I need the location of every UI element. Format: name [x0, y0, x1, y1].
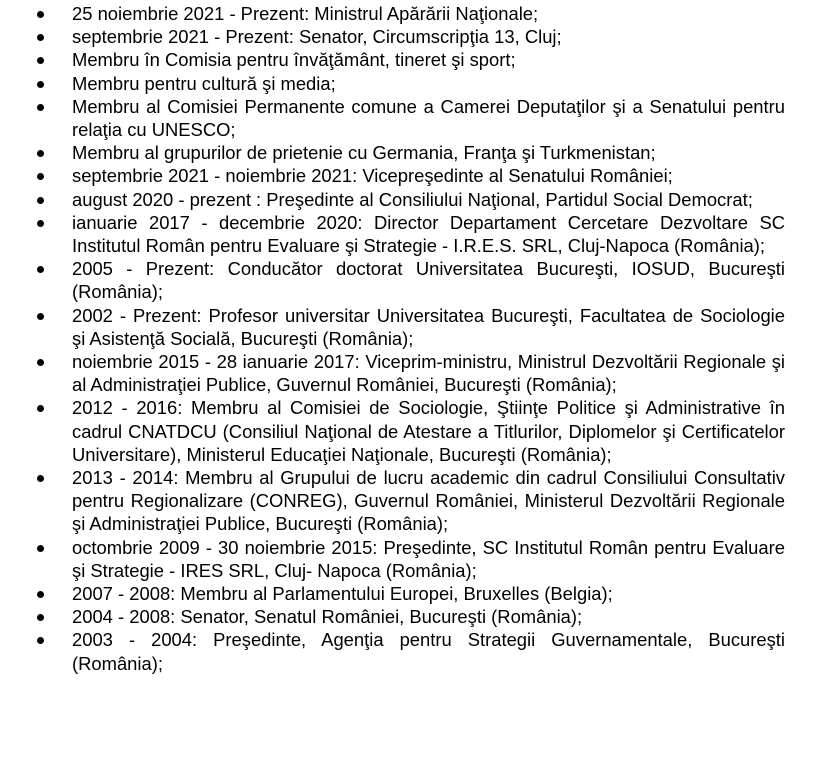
- list-item-text: 2004 - 2008: Senator, Senatul României, Bucureşti (România);: [72, 606, 583, 628]
- bullet-icon: [37, 313, 44, 320]
- list-item-text: 2005 - Prezent: Conducător doctorat Universitatea Bucureşti, IOSUD, Bucureşti (România);: [72, 258, 785, 303]
- list-item-text: Membru pentru cultură şi media;: [72, 72, 336, 94]
- list-item: [0, 304, 785, 350]
- list-item: [0, 628, 785, 674]
- bullet-icon: [37, 34, 44, 41]
- list-item-text: septembrie 2021 - noiembrie 2021: Vicepreşedinte al Senatului României;: [72, 165, 673, 187]
- list-item-text: august 2020 - prezent : Preşedinte al Consiliului Naţional, Partidul Social Democrat;: [72, 188, 753, 210]
- document-page: [0, 2, 831, 675]
- list-item-text: Membru al grupurilor de prietenie cu Germania, Franţa şi Turkmenistan;: [72, 142, 656, 164]
- bullet-icon: [37, 475, 44, 482]
- bullet-icon: [37, 173, 44, 180]
- list-item: [0, 350, 785, 396]
- career-bullet-list: [0, 2, 831, 675]
- list-item: [0, 95, 785, 141]
- bullet-icon: [37, 197, 44, 204]
- list-item-text: ianuarie 2017 - decembrie 2020: Director Departament Cercetare Dezvoltare SC Institutul Român pentru Evaluare şi Strategie - I.R.E.S. SRL, Cluj-Napoca (România);: [72, 211, 785, 257]
- list-item-text: octombrie 2009 - 30 noiembrie 2015: Preşedinte, SC Institutul Român pentru Evaluare şi Strategie - IRES SRL, Cluj- Napoca (România);: [72, 536, 785, 581]
- list-item: [0, 141, 785, 164]
- bullet-icon: [37, 220, 44, 227]
- list-item: [0, 605, 785, 628]
- list-item: [0, 466, 785, 536]
- list-item-text: 2012 - 2016: Membru al Comisiei de Sociologie, Ştiinţe Politice şi Administrative în cadrul CNATDCU (Consiliul Naţional de Atestare a Titlurilor, Diplomelor şi Certificatelor Universitare), Ministerul Educaţiei Naţionale, Bucureşti (România);: [72, 397, 785, 465]
- bullet-icon: [37, 637, 44, 644]
- bullet-icon: [37, 57, 44, 64]
- list-item-text: noiembrie 2015 - 28 ianuarie 2017: Viceprim-ministru, Ministrul Dezvoltării Regionale şi al Administraţiei Publice, Guvernul României, Bucureşti (România);: [72, 351, 785, 396]
- bullet-icon: [37, 591, 44, 598]
- list-item: [0, 72, 785, 95]
- bullet-icon: [37, 11, 44, 18]
- list-item-text: Membru în Comisia pentru învăţământ, tineret şi sport;: [72, 49, 516, 71]
- list-item: [0, 211, 785, 257]
- list-item-text: Membru al Comisiei Permanente comune a Camerei Deputaţilor şi a Senatului pentru relaţia cu UNESCO;: [72, 95, 785, 141]
- list-item-text: 2003 - 2004: Preşedinte, Agenţia pentru Strategii Guvernamentale, Bucureşti (România);: [72, 629, 785, 674]
- list-item-text: 2007 - 2008: Membru al Parlamentului Europei, Bruxelles (Belgia);: [72, 583, 613, 605]
- bullet-icon: [37, 150, 44, 157]
- bullet-icon: [37, 545, 44, 552]
- list-item-text: septembrie 2021 - Prezent: Senator, Circumscripţia 13, Cluj;: [72, 26, 562, 48]
- bullet-icon: [37, 614, 44, 621]
- list-item-text: 2013 - 2014: Membru al Grupului de lucru academic din cadrul Consiliului Consultativ pentru Regionalizare (CONREG), Guvernul României, Ministerul Dezvoltării Regionale şi Administraţiei Publice, Bucureşti (România);: [72, 467, 785, 535]
- bullet-icon: [37, 359, 44, 366]
- list-item-text: 2002 - Prezent: Profesor universitar Universitatea Bucureşti, Facultatea de Sociologie şi Asistenţă Socială, Bucureşti (România);: [72, 304, 785, 349]
- bullet-icon: [37, 104, 44, 111]
- list-item: [0, 396, 785, 466]
- list-item: [0, 164, 785, 187]
- bullet-icon: [37, 266, 44, 273]
- list-item: [0, 188, 785, 211]
- list-item: [0, 582, 785, 605]
- list-item: [0, 48, 785, 71]
- list-item: [0, 257, 785, 303]
- list-item: [0, 536, 785, 582]
- list-item: [0, 25, 785, 48]
- list-item-text: 25 noiembrie 2021 - Prezent: Ministrul Apărării Naţionale;: [72, 3, 539, 24]
- bullet-icon: [37, 405, 44, 412]
- bullet-icon: [37, 81, 44, 88]
- list-item: [0, 2, 785, 25]
